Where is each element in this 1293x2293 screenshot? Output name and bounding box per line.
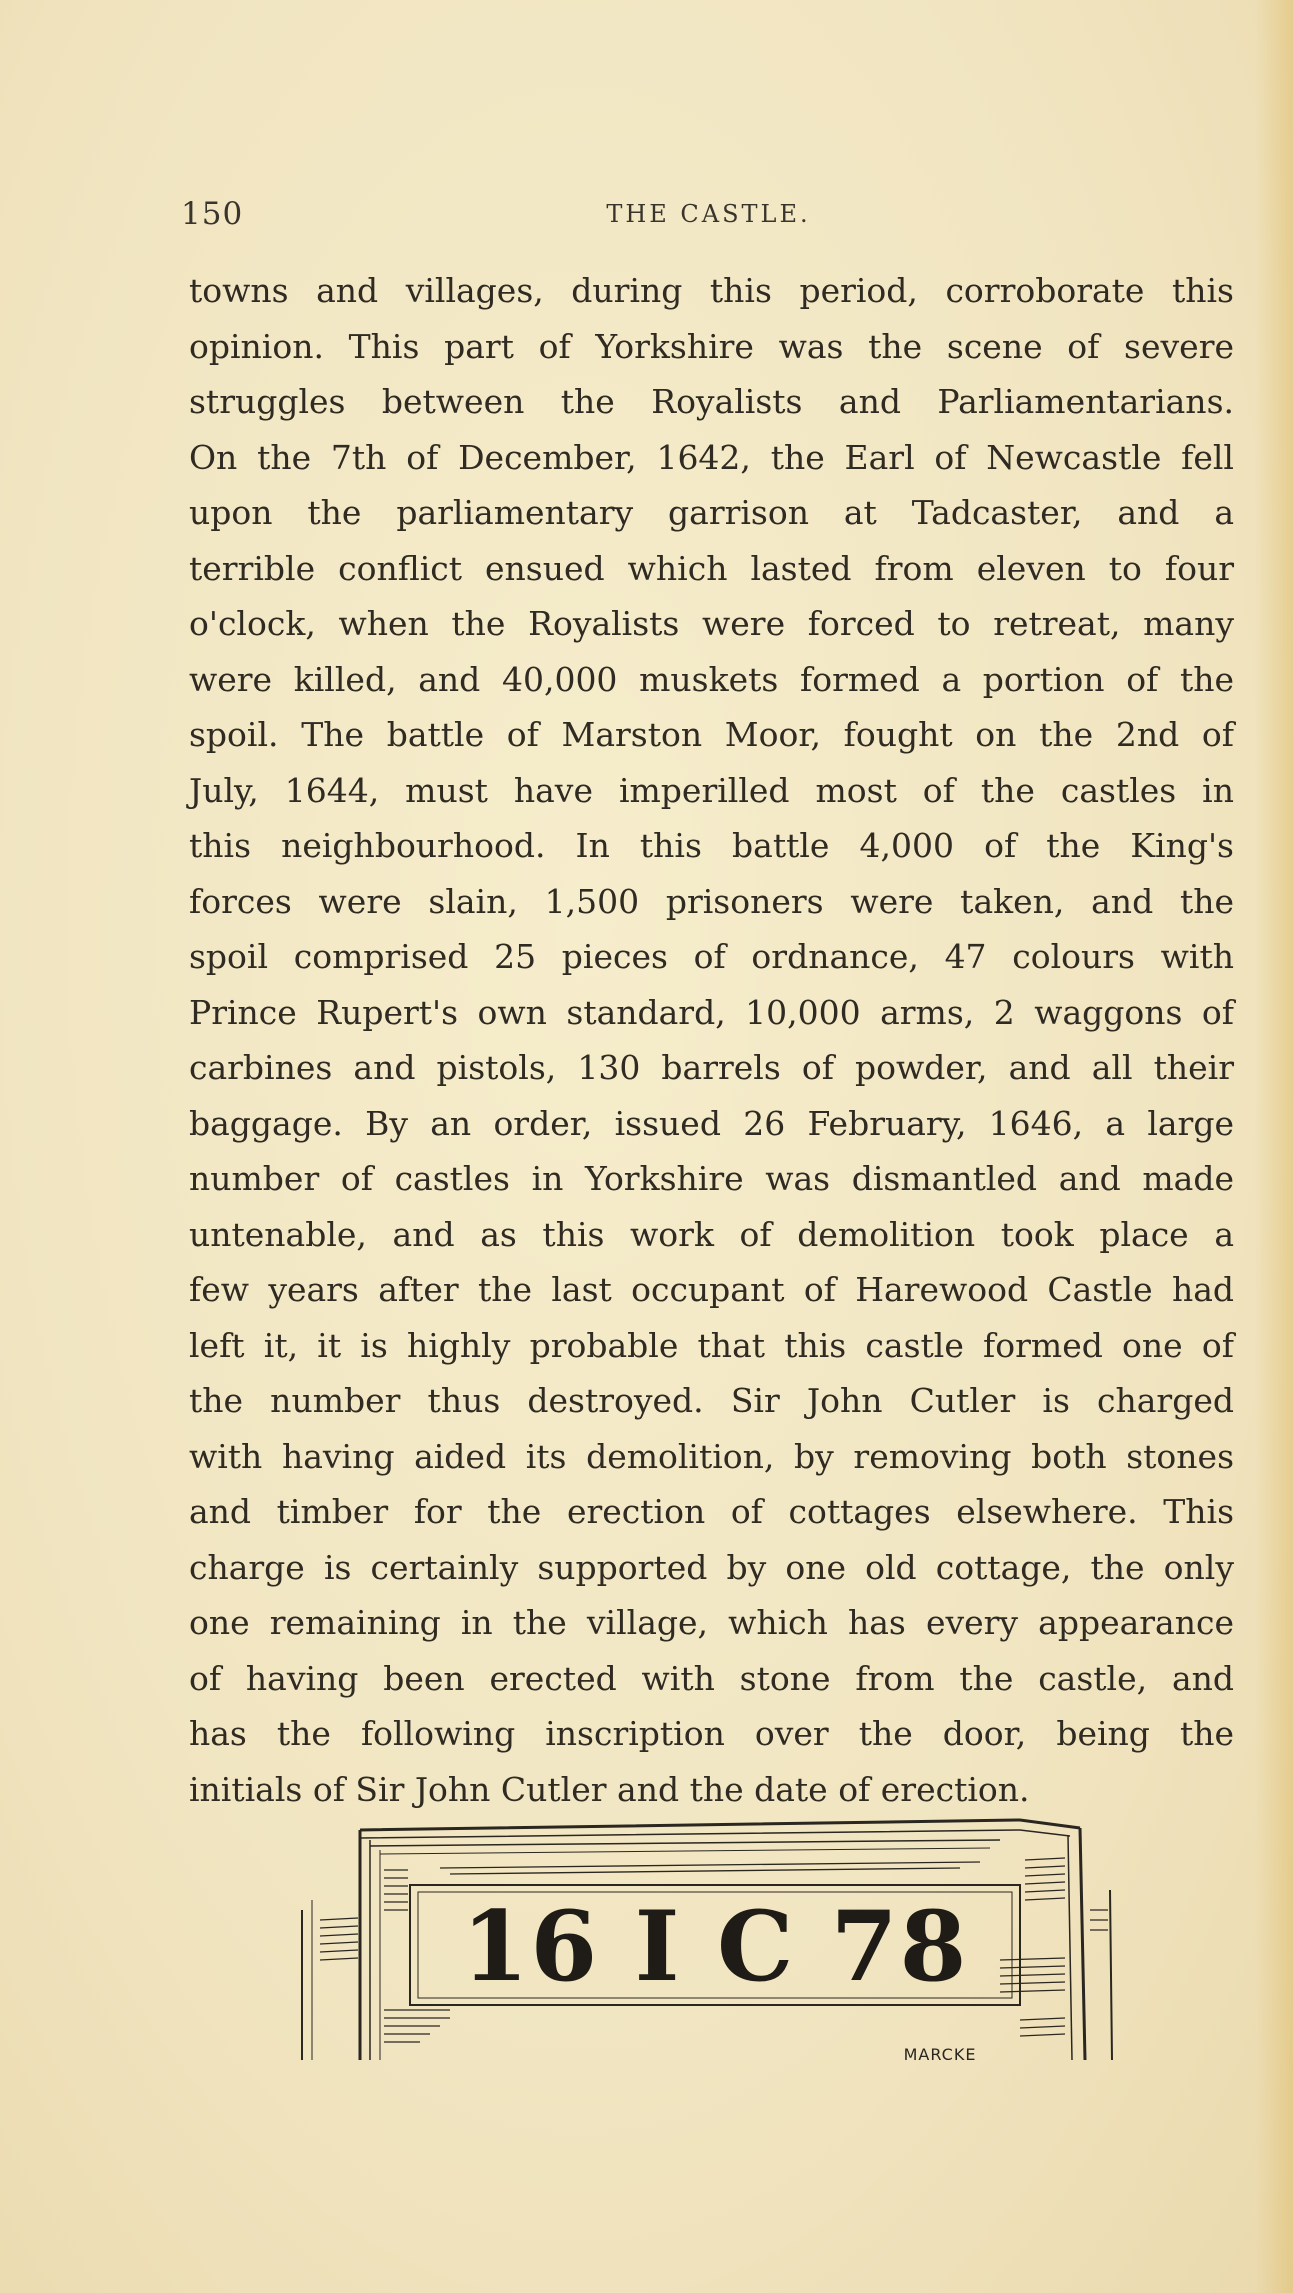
text-line: baggage. By an order, issued 26 February, 1646, a large <box>189 1103 1234 1143</box>
text-line: number of castles in Yorkshire was dismantled and made <box>189 1159 1234 1198</box>
text-line: one remaining in the village, which has every appearance <box>189 1603 1234 1642</box>
text-line: left it, it is highly probable that this castle formed one of <box>189 1325 1234 1365</box>
text-line: upon the parliamentary garrison at Tadcaster, and a <box>189 493 1234 532</box>
text-line: On the 7th of December, 1642, the Earl of Newcastle fell <box>189 437 1234 477</box>
text-line: has the following inscription over the door, being the <box>189 1714 1234 1753</box>
page-edge-shadow <box>1255 0 1293 2293</box>
text-line: with having aided its demolition, by removing both stones <box>189 1436 1234 1476</box>
text-line: o'clock, when the Royalists were forced to retreat, many <box>189 604 1234 643</box>
engraver-signature: MARCKE <box>903 2045 977 2064</box>
inscription-engraving <box>300 1810 1130 2070</box>
inscription-text: 16 I C 78 <box>461 1890 969 2003</box>
text-line: Prince Rupert's own standard, 10,000 arms, 2 waggons of <box>189 992 1234 1032</box>
text-line: initials of Sir John Cutler and the date of erection. <box>189 1769 1030 1809</box>
text-line: untenable, and as this work of demolition took place a <box>189 1214 1234 1254</box>
text-line: July, 1644, must have imperilled most of the castles in <box>189 770 1234 810</box>
inscription-illustration <box>300 1810 1130 2070</box>
text-line: were killed, and 40,000 muskets formed a portion of the <box>189 659 1234 699</box>
body-paragraph <box>189 263 1234 1817</box>
running-head: THE CASTLE. <box>606 200 811 228</box>
text-line: opinion. This part of Yorkshire was the scene of severe <box>189 326 1234 366</box>
text-line: spoil. The battle of Marston Moor, fought on the 2nd of <box>189 715 1234 754</box>
text-line: this neighbourhood. In this battle 4,000 of the King's <box>189 826 1234 865</box>
page-header <box>181 196 1236 236</box>
text-line: terrible conflict ensued which lasted from eleven to four <box>189 548 1234 588</box>
text-line: of having been erected with stone from the castle, and <box>189 1658 1234 1698</box>
text-line: charge is certainly supported by one old cottage, the only <box>189 1547 1234 1587</box>
text-line: struggles between the Royalists and Parliamentarians. <box>189 382 1234 421</box>
text-line: the number thus destroyed. Sir John Cutler is charged <box>189 1381 1234 1420</box>
text-line: and timber for the erection of cottages elsewhere. This <box>189 1492 1234 1531</box>
text-line: carbines and pistols, 130 barrels of powder, and all their <box>189 1048 1234 1087</box>
text-line: forces were slain, 1,500 prisoners were taken, and the <box>189 881 1234 921</box>
text-line: spoil comprised 25 pieces of ordnance, 47 colours with <box>189 937 1234 976</box>
page-number: 150 <box>181 196 244 232</box>
text-line: towns and villages, during this period, corroborate this <box>189 271 1234 310</box>
text-line: few years after the last occupant of Harewood Castle had <box>189 1270 1234 1309</box>
